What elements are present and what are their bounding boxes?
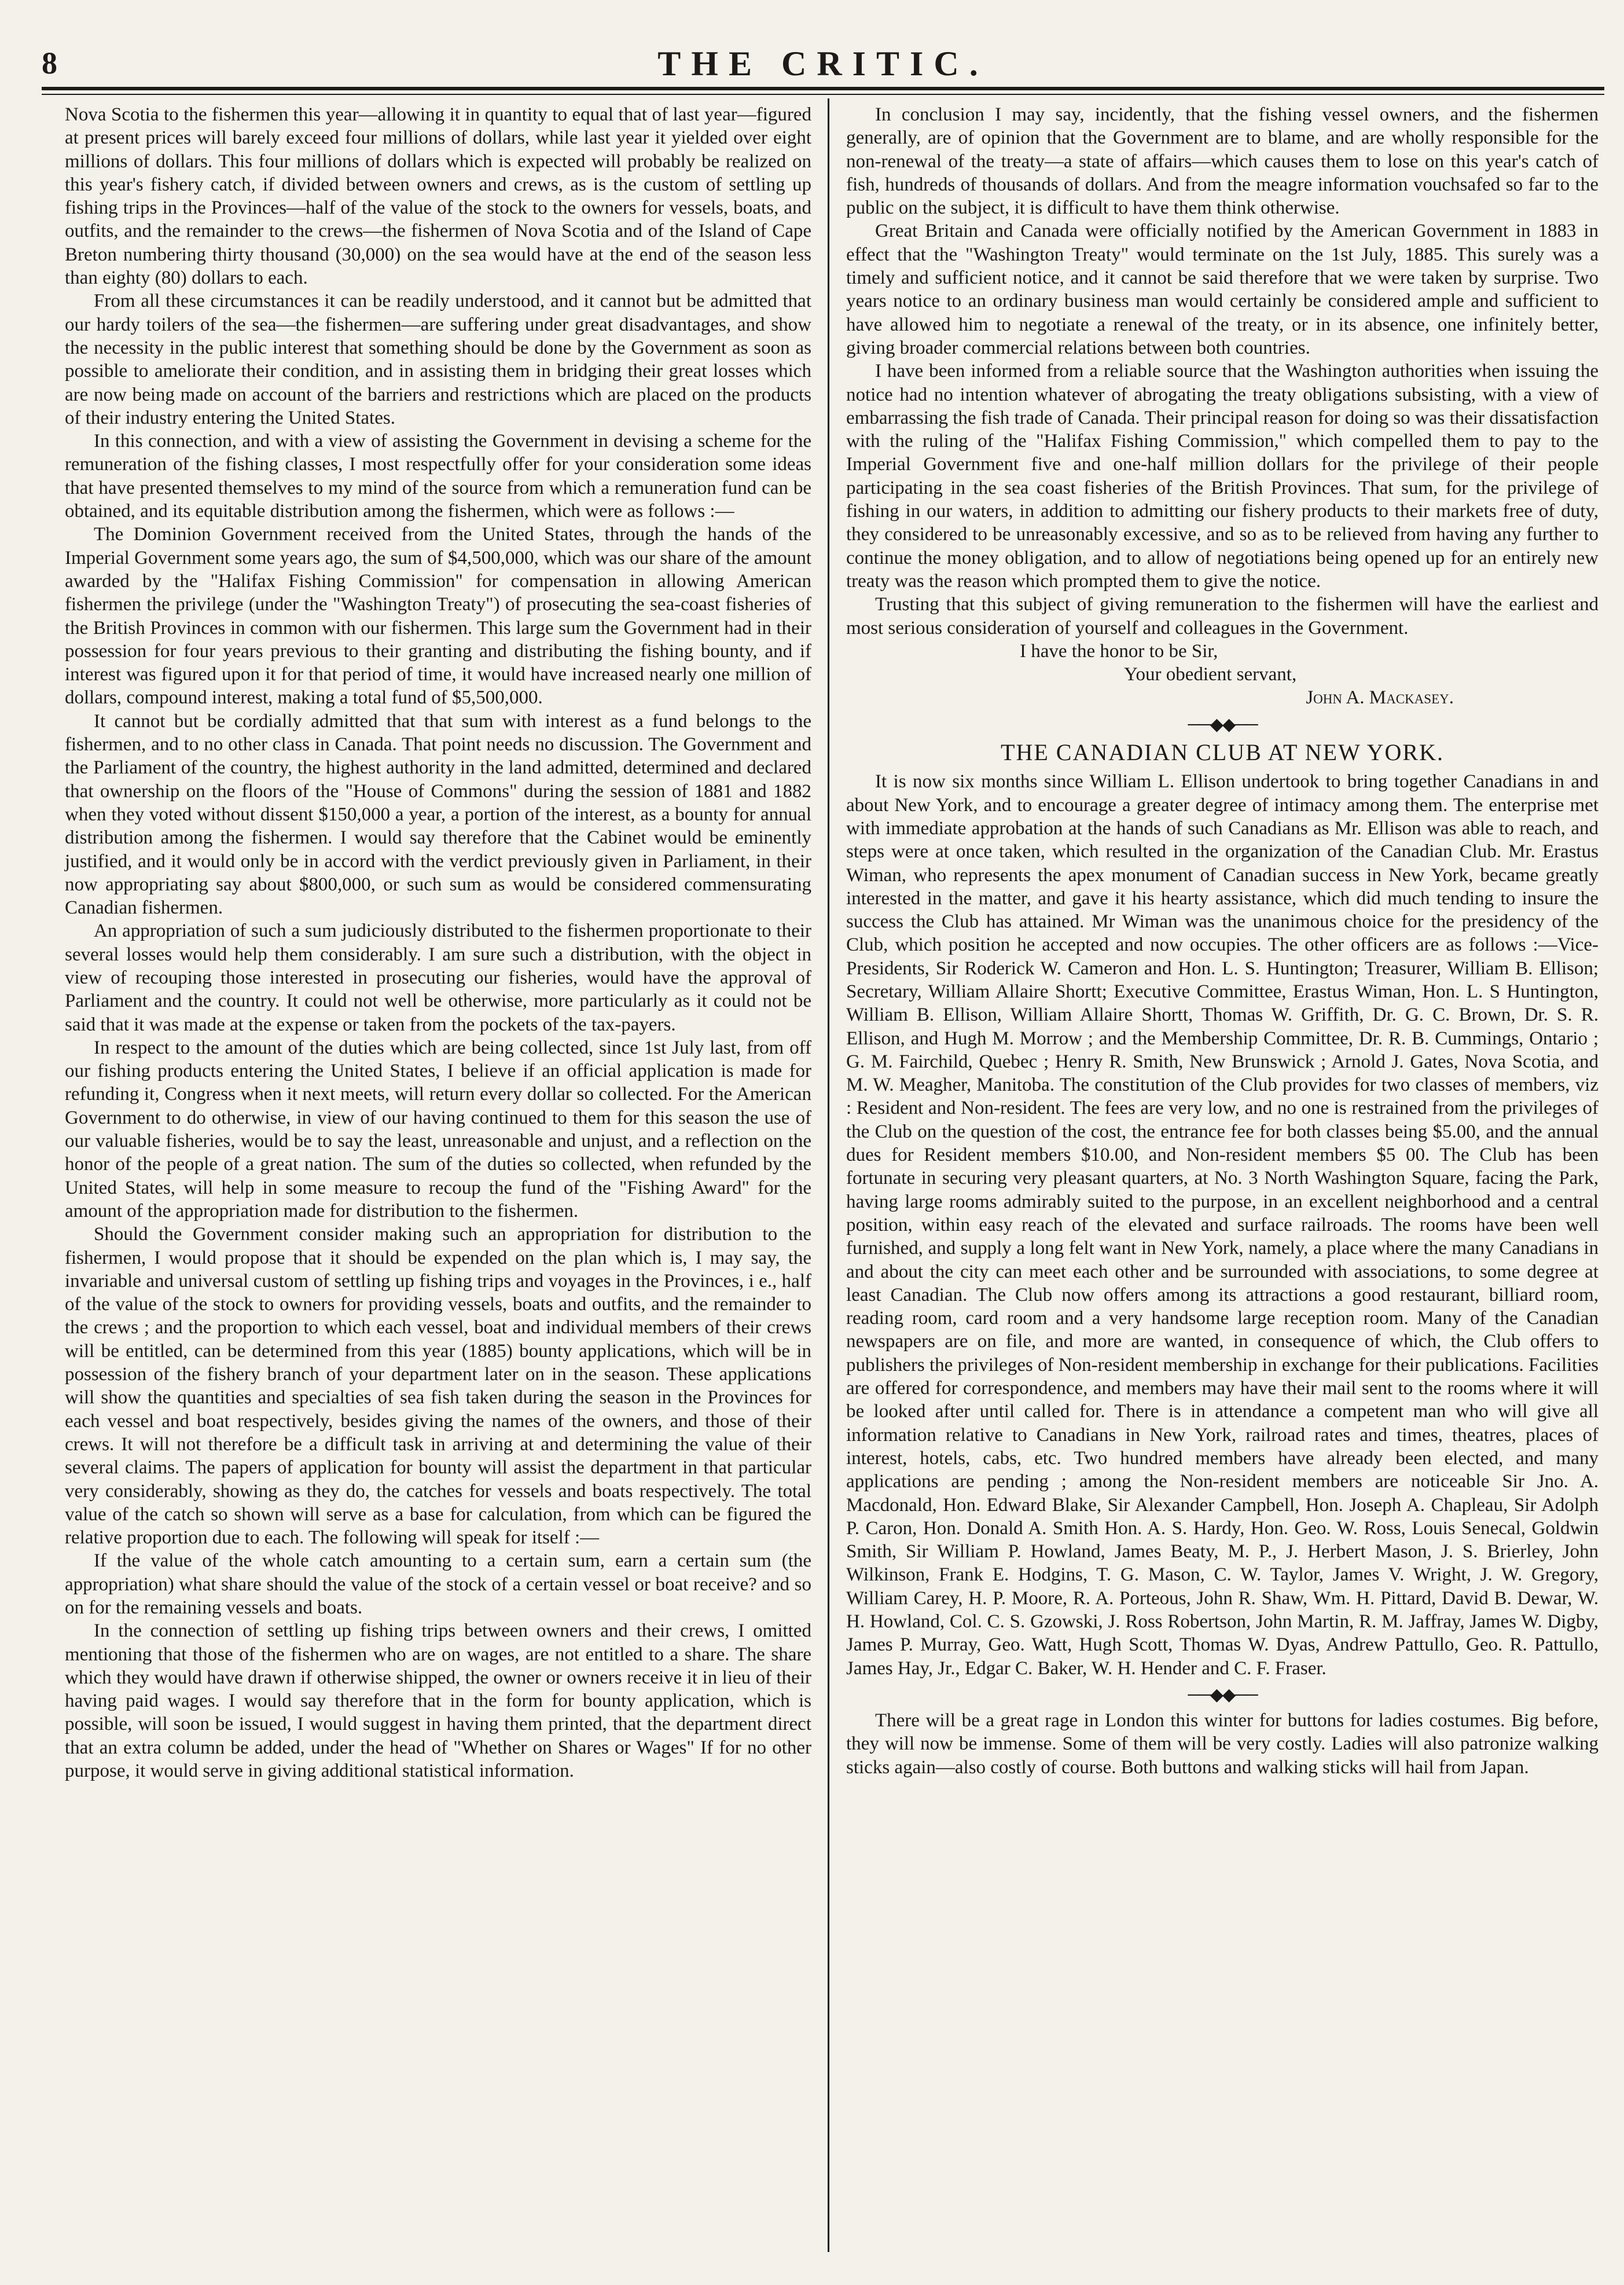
- closing-signature: John A. Mackasey.: [1306, 687, 1454, 709]
- right-paragraph: I have been informed from a reliable source that the Washington authorities when issuing the notice had no intention whatever of abrogating the treaty obligations subsisting, with a view of embarrassing the fish trade of Canada. Their principal reason for doing so was their dissatisfaction with the ruling of the "Halifax Fishing Commission," which compelled them to pay to the Imperial Government five and one-half million dollars for the privilege of their people participating in the sea coast fisheries of the British Provinces. That sum, for the privilege of fishing in our waters, in addition to admitting our fishery products to their markets free of duty, they considered to be unreasonably excessive, and so as to be relieved from having any further to continue the money obligation, and to allow of negotiations being opened up for an entirely new treaty was the reason which prompted them to give the notice.: [846, 361, 1599, 592]
- left-paragraph: Nova Scotia to the fishermen this year—allowing it in quantity to equal that of last year—figured at present prices will barely exceed four millions of dollars, while last year it yielded over eight millions of dollars. This four millions of dollars which is expected will probably be realized on this year's fishery catch, if divided between owners and crews, as is the custom of settling up fishing trips in the Provinces—half of the value of the stock to the owners for vessels, boats, and outfits, and the remainder to the crews—the fishermen of Nova Scotia and of the Island of Cape Breton numbering thirty thousand (30,000) on the sea would have at the end of the season less than eighty (80) dollars to each.: [65, 104, 811, 289]
- column-divider: [828, 98, 829, 2252]
- masthead: [42, 45, 1604, 86]
- right-column: [846, 103, 1599, 1779]
- left-paragraph: The Dominion Government received from the United States, through the hands of the Imperial Government some years ago, the sum of $4,500,000, which was our share of the amount awarded by the "Halifax Fishing Commission" for compensation in allowing American fishermen the privilege (under the "Washington Treaty") of prosecuting the sea-coast fisheries of the British Provinces in common with our fishermen. This large sum the Government had in their possession for four years previous to their granting and distributing the fishing bounty, and if interest was figured upon it for that period of time, it would have increased nearly one million of dollars, compound interest, making a total fund of $5,500,000.: [65, 524, 811, 709]
- section-ornament: ──◆◆──: [1188, 714, 1257, 734]
- left-paragraph: It cannot but be cordially admitted that that sum with interest as a fund belongs to the fishermen, and to no other class in Canada. That point needs no discussion. The Government and the Parliament of the country, the highest authority in the land admitted, determined and declared that ownership on the floors of the "House of Commons" during the session of 1881 and 1882 when they voted without dissent $150,000 a year, a portion of the interest, as a bounty for annual distribution among the fishermen. I would say therefore that the Cabinet would be eminently justified, and it would only be in accord with the verdict previously given in Parliament, in their now appropriating say about $800,000, or such sum as would be considered commensurating Canadian fishermen.: [65, 710, 811, 919]
- left-paragraph: In the connection of settling up fishing trips between owners and their crews, I omitted mentioning that those of the fishermen who are on wages, are not entitled to a share. The share which they would have drawn if otherwise shipped, the owner or owners receive it in lieu of their having paid wages. I would say therefore that in the form for bounty application, which is possible, will soon be issued, I would suggest in having them printed, that the department direct that an extra column be added, under the head of "Whether on Shares or Wages" If for no other purpose, it would serve in giving additional statistical information.: [65, 1620, 811, 1782]
- closing-servant: Your obedient servant,: [1124, 664, 1297, 685]
- left-paragraph: Should the Government consider making such an appropriation for distribution to the fishermen, I would propose that it should be expended on the plan which is, I may say, the invariable and universal custom of settling up fishing trips and voyages in the Provinces, i e., half of the value of the stock to owners for providing vessels, boats and outfits, and the remainder to the crews ; and the proportion to which each vessel, boat and individual members of their crews will be entitled, can be determined from this year (1885) bounty applications, which will be in possession of the fishery branch of your department later on in the season. These applications will show the quantities and specialties of sea fish taken during the season in the Provinces for each vessel and boat respectively, besides giving the names of the owners, and those of their crews. It will not therefore be a difficult task in arriving at and determining the value of their several claims. The papers of application for bounty will assist the department in that particular very considerably, showing as they do, the catches for vessels and boats respectively. The total value of the catch so shown will serve as a base for calculation, from which can be figured the relative proportion due to each. The following will speak for itself :—: [65, 1224, 811, 1549]
- article-headline: THE CANADIAN CLUB AT NEW YORK.: [1001, 739, 1444, 766]
- left-paragraph: In this connection, and with a view of assisting the Government in devising a scheme for the remuneration of the fishing classes, I most respectfully offer for your consideration some ideas that have presented themselves to my mind of the source from which a remuneration fund can be obtained, and its equitable distribution among the fishermen, which were as follows :—: [65, 431, 811, 522]
- left-paragraph: In respect to the amount of the duties which are being collected, since 1st July last, from off our fishing products entering the United States, I believe if an official application is made for refunding it, Congress when it next meets, will return every dollar so collected. For the American Government to do otherwise, in view of our having continued to them for this season the use of our valuable fisheries, would be to say the least, unreasonable and unjust, and a reflection on the honor of the people of a great nation. The sum of the duties so collected, when refunded by the United States, will help in some measure to recoup the fund of the "Fishing Award" for the amount of the appropriation made for distribution to the fishermen.: [65, 1037, 811, 1222]
- masthead-rule-thin: [42, 94, 1604, 95]
- letter-closing: [846, 640, 1599, 710]
- right-paragraph: In conclusion I may say, incidently, that the fishing vessel owners, and the fishermen generally, are of opinion that the Government are to blame, and are wholly responsible for the non-renewal of the treaty—a state of affairs—which causes them to lose on this year's catch of fish, hundreds of thousands of dollars. And from the meagre information vouchsafed so far to the public on the subject, it is difficult to have them think otherwise.: [846, 104, 1599, 219]
- right-paragraph: Great Britain and Canada were officially notified by the American Government in 1883 in effect that the "Washington Treaty" would terminate on the 1st July, 1885. This surely was a timely and sufficient notice, and it cannot be said therefore that we were taken by surprise. Two years notice to an ordinary business man would certainly be considered ample and sufficient to have allowed him to negotiate a renewal of the treaty, or in its absence, one infinitely better, giving broader commercial relations between both countries.: [846, 221, 1599, 358]
- masthead-rule-thick: [42, 87, 1604, 90]
- article-paragraph: It is now six months since William L. Ellison undertook to bring together Canadians in and about New York, and to encourage a greater degree of intimacy among them. The enterprise met with immediate approbation at the hands of such Canadians as Mr. Ellison was able to reach, and steps were at once taken, which resulted in the organization of the Canadian Club. Mr. Erastus Wiman, who represents the apex monument of Canadian success in New York, became greatly interested in the matter, and gave it his hearty assistance, which did much tending to insure the success the Club has attained. Mr Wiman was the unanimous choice for the presidency of the Club, which position he accepted and now occupies. The other officers are as follows :—Vice-Presidents, Sir Roderick W. Cameron and Hon. L. S. Huntington; Treasurer, William B. Ellison; Secretary, William Allaire Shortt; Executive Committee, Erastus Wiman, Hon. L. S Huntington, William B. Ellison, William Allaire Shortt, Thomas W. Griffith, Dr. G. C. Brown, Dr. S. R. Ellison, and Hugh M. Morrow ; and the Membership Committee, Dr. R. B. Cummings, Ontario ; G. M. Fairchild, Quebec ; Henry R. Smith, New Brunswick ; Arnold J. Gates, Nova Scotia, and M. W. Meagher, Manitoba. The constitution of the Club provides for two classes of members, viz : Resident and Non-resident. The fees are very low, and no one is restrained from the privileges of the Club on the question of the cost, the entrance fee for both classes being $5.00, and the annual dues for Resident members $10.00, and Non-resident members $5 00. The Club has been fortunate in securing very pleasant quarters, at No. 3 North Washington Square, facing the Park, having large rooms admirably suited to the purpose, in an excellent neighborhood and a central position, within easy reach of the elevated and surface railroads. The rooms have been well furnished, and supply a long felt want in New York, namely, a place where the many Canadians in and about the city can meet each other and be surrounded with associations, to some degree at least Canadian. The Club now offers among its attractions a good restaurant, billiard room, reading room, card room and a very handsome large reception room. Many of the Canadian newspapers are on file, and more are wanted, in consequence of which, the Club offers to publishers the privileges of Non-resident membership in exchange for their publications. Facilities are offered for correspondence, and members may have their mail sent to the rooms where it will be looked after until called for. There is in attendance a competent man who will give all information relative to Canadians in New York, railroad rates and times, theatres, places of interest, hotels, cabs, etc. Two hundred members have already been elected, and many applications are pending ; among the Non-resident members are noticeable Sir Jno. A. Macdonald, Hon. Edward Blake, Sir Alexander Campbell, Hon. Joseph A. Chapleau, Sir Adolph P. Caron, Hon. Donald A. Smith Hon. A. S. Hardy, Hon. Geo. W. Ross, Louis Senecal, Goldwin Smith, Sir William P. Howland, James Beaty, M. P., J. Herbert Mason, J. S. Brierley, John Wilkinson, Frank E. Hodgins, T. G. Mason, C. W. Taylor, James V. Wright, J. W. Gregory, William Carey, H. P. Moore, R. A. Porteous, John R. Shaw, Wm. H. Pittard, David B. Dewar, W. H. Howland, Col. C. S. Gzowski, J. Ross Robertson, John Martin, R. M. Jaffray, James W. Digby, James P. Murray, Geo. Watt, Hugh Scott, Thomas W. Dyas, Andrew Pattullo, Geo. R. Pattullo, James Hay, Jr., Edgar C. Baker, W. H. Hender and C. F. Fraser.: [846, 771, 1599, 1679]
- left-paragraph: An appropriation of such a sum judiciously distributed to the fishermen proportionate to their several losses would help them considerably. I am sure such a distribution, with the object in view of recouping those interested in prosecuting our fisheries, would have the approval of Parliament and the country. It could not well be otherwise, more particularly as it could not be said that it was made at the expense or taken from the pockets of the tax-payers.: [65, 920, 811, 1035]
- section-ornament-2: ──◆◆──: [1188, 1685, 1257, 1704]
- left-column: [65, 103, 811, 1782]
- left-paragraph: From all these circumstances it can be readily understood, and it cannot but be admitted that our hardy toilers of the sea—the fishermen—are suffering under great disadvantages, and show the necessity in the public interest that something should be done by the Government as soon as possible to ameliorate their condition, and in assisting them in bridging their great losses which are now being made on account of the barriers and restrictions which are placed on the products of their industry entering the United States.: [65, 291, 811, 428]
- closing-salutation: I have the honor to be Sir,: [1020, 640, 1218, 662]
- right-paragraph: Trusting that this subject of giving remuneration to the fishermen will have the earliest and most serious consideration of yourself and colleagues in the Government.: [846, 594, 1599, 639]
- page-number: 8: [42, 46, 57, 80]
- final-paragraph: There will be a great rage in London this winter for buttons for ladies costumes. Big before, they will now be immense. Some of them will be very costly. Ladies will also patronize walking sticks again—also costly of course. Both buttons and walking sticks will hail from Japan.: [846, 1710, 1599, 1778]
- paper-title: THE CRITIC.: [657, 45, 989, 83]
- left-paragraph: If the value of the whole catch amounting to a certain sum, earn a certain sum (the appropriation) what share should the value of the stock of a certain vessel or boat receive? and so on for the remaining vessels and boats.: [65, 1550, 811, 1618]
